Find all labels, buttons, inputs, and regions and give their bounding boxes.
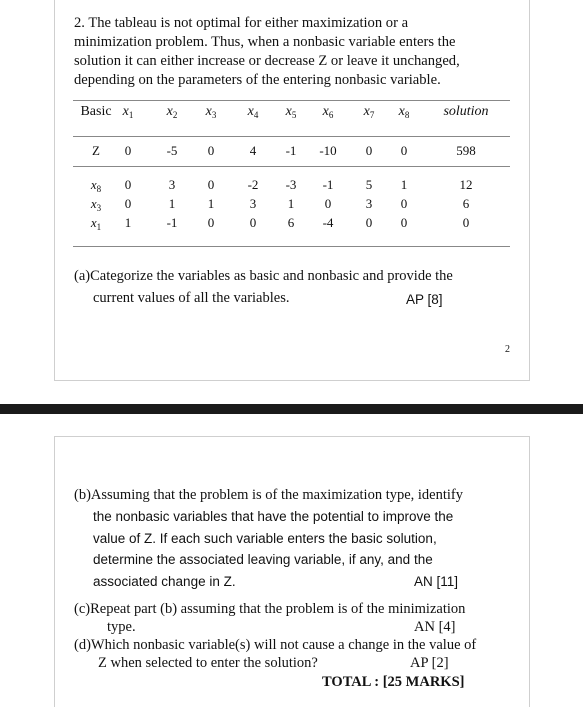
table-cell: 0 (249, 215, 257, 230)
table-cell: 0 (124, 177, 132, 192)
table-rule-top (73, 100, 510, 101)
table-cell-solution: 6 (462, 196, 470, 211)
table-cell: 0 (400, 196, 408, 211)
table-header-cell: $x_8$ (398, 104, 410, 120)
table-cell: 1 (287, 196, 295, 211)
table-cell: 1 (207, 196, 215, 211)
question-intro (74, 14, 514, 90)
table-cell: -5 (166, 143, 178, 158)
table-cell: 0 (365, 143, 373, 158)
table-header-cell: $x_5$ (285, 104, 297, 120)
table-header-cell: $x_3$ (205, 104, 217, 120)
table-cell: -2 (247, 177, 259, 192)
table-cell: -1 (285, 143, 297, 158)
question-line: minimization problem. Thus, when a nonbasic variable enters the (74, 34, 456, 50)
part-b-line3: value of Z. If each such variable enters the basic solution, (93, 531, 437, 546)
part-b-line2: the nonbasic variables that have the potential to improve the (93, 509, 454, 524)
table-cell-solution: 12 (459, 177, 473, 192)
table-header-cell: $x_4$ (247, 104, 259, 120)
table-cell: 0 (207, 215, 215, 230)
part-b-line1: (b)Assuming that the problem is of the maximization type, identify (74, 487, 464, 503)
page-divider (0, 404, 583, 414)
table-cell: 3 (249, 196, 257, 211)
table-cell: 3 (168, 177, 176, 192)
table-cell: 1 (168, 196, 176, 211)
part-d-line2: Z when selected to enter the solution? (98, 655, 318, 671)
table-cell: 6 (287, 215, 295, 230)
table-cell: 4 (249, 143, 257, 158)
table-cell: 0 (207, 177, 215, 192)
table-cell: 0 (400, 143, 408, 158)
question-line: solution it can either increase or decrease Z or leave it unchanged, (74, 53, 460, 69)
table-cell: -10 (319, 143, 337, 158)
table-cell: 0 (324, 196, 332, 211)
table-rule-z (73, 166, 510, 167)
table-row-basic: $x_1$ (90, 215, 102, 232)
part-a-marks: AP [8] (406, 292, 443, 307)
total-marks: TOTAL : [25 MARKS] (322, 674, 465, 690)
table-cell: 1 (124, 215, 132, 230)
part-c-marks: AN [4] (414, 619, 456, 635)
table-cell: -1 (166, 215, 178, 230)
page-number: 2 (505, 344, 510, 355)
part-a-line2: current values of all the variables. (93, 290, 290, 306)
table-row-basic: Z (92, 143, 100, 158)
part-d-marks: AP [2] (410, 655, 449, 671)
table-header-cell: solution (443, 104, 489, 119)
table-cell: -3 (285, 177, 297, 192)
table-header-cell: $x_1$ (122, 104, 134, 120)
part-c-line1: (c)Repeat part (b) assuming that the problem is of the minimization (74, 601, 466, 617)
part-a-line1: (a)Categorize the variables as basic and nonbasic and provide the (74, 268, 453, 284)
table-rule-bottom (73, 246, 510, 247)
table-cell: -1 (322, 177, 334, 192)
table-cell: 0 (400, 215, 408, 230)
table-row-basic: $x_3$ (90, 196, 102, 213)
question-line: 2. The tableau is not optimal for either maximization or a (74, 15, 409, 31)
table-cell: 0 (207, 143, 215, 158)
table-cell: 0 (124, 143, 132, 158)
table-cell-solution: 598 (456, 143, 476, 158)
table-cell: 1 (400, 177, 408, 192)
table-header-cell: $x_7$ (363, 104, 375, 120)
part-d-line1: (d)Which nonbasic variable(s) will not cause a change in the value of (74, 637, 477, 653)
table-cell-solution: 0 (462, 215, 470, 230)
table-header-cell: $x_6$ (322, 104, 334, 120)
part-b-line4: determine the associated leaving variable, if any, and the (93, 552, 433, 567)
table-header-cell: $x_2$ (166, 104, 178, 120)
table-cell: 3 (365, 196, 373, 211)
table-cell: -4 (322, 215, 334, 230)
table-rule-header (73, 136, 510, 137)
part-b-marks: AN [11] (414, 574, 459, 589)
question-line: depending on the parameters of the entering nonbasic variable. (74, 72, 441, 88)
table-row-basic: $x_8$ (90, 177, 102, 194)
table-cell: 5 (365, 177, 373, 192)
part-c-line2: type. (107, 619, 136, 635)
part-b-line5: associated change in Z. (93, 574, 236, 589)
table-header-cell: Basic (80, 104, 112, 119)
table-cell: 0 (365, 215, 373, 230)
table-cell: 0 (124, 196, 132, 211)
